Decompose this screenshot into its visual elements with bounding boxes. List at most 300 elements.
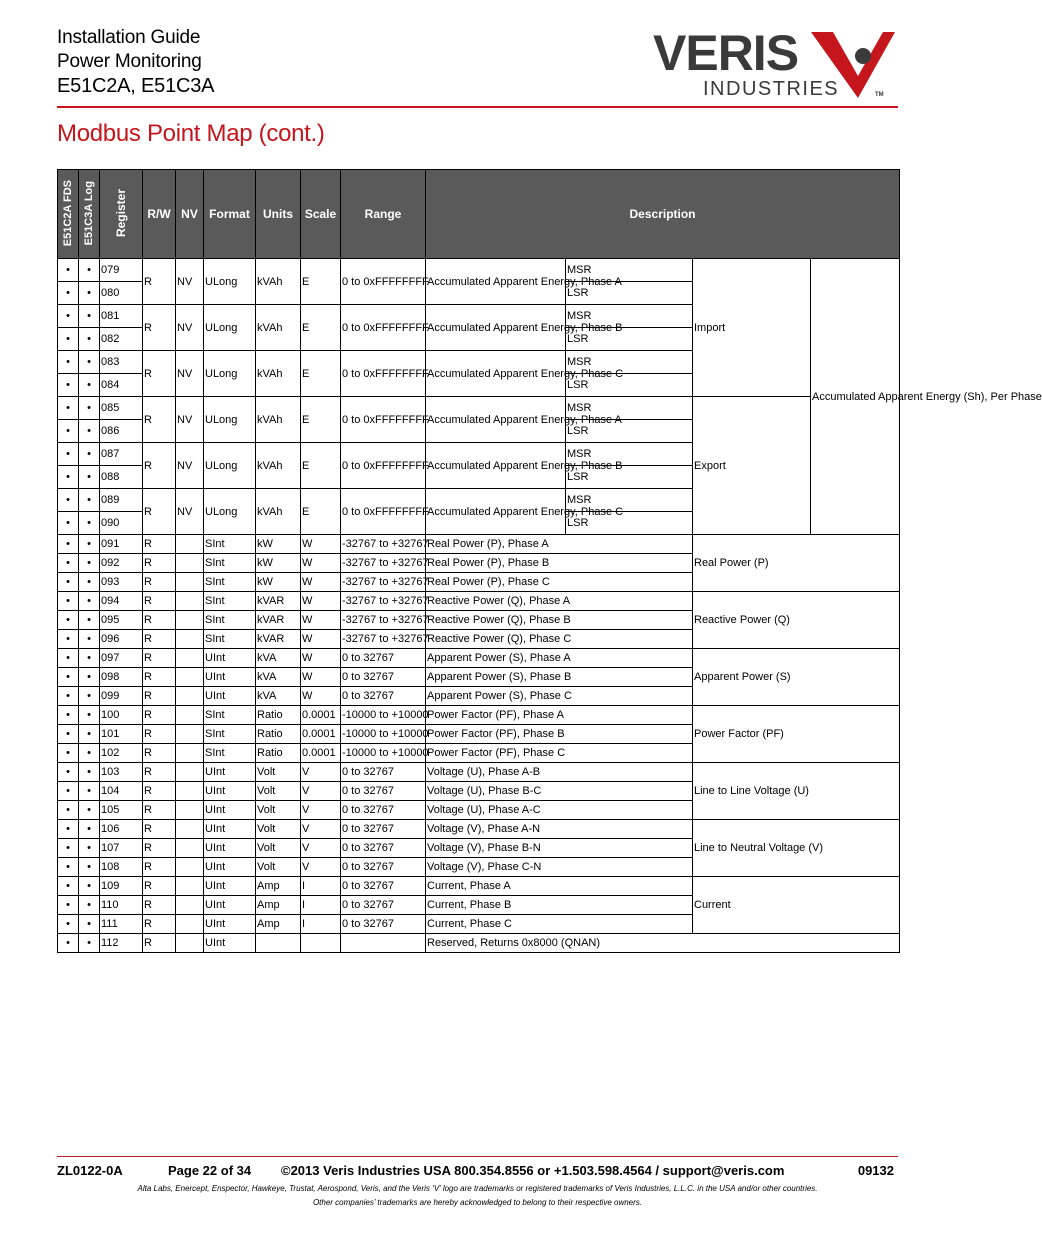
range-cell: 0 to 32767 xyxy=(341,820,426,839)
nv-cell xyxy=(176,839,204,858)
nv-cell xyxy=(176,573,204,592)
table-row xyxy=(58,934,900,953)
doc-type: Installation Guide xyxy=(57,27,201,48)
nv-cell: NV xyxy=(176,259,204,305)
format-cell: UInt xyxy=(204,763,256,782)
nv-cell xyxy=(176,535,204,554)
nv-cell xyxy=(176,744,204,763)
log-bullet: • xyxy=(79,328,100,351)
format-cell: UInt xyxy=(204,915,256,934)
scale-cell: E xyxy=(301,489,341,535)
range-cell: 0 to 32767 xyxy=(341,839,426,858)
register-cell: 080 xyxy=(100,282,143,305)
format-cell: SInt xyxy=(204,573,256,592)
fds-bullet: • xyxy=(58,592,79,611)
group-label: Line to Neutral Voltage (V) xyxy=(693,820,900,877)
table-row xyxy=(58,877,900,896)
rw-cell: R xyxy=(143,839,176,858)
range-cell xyxy=(341,934,426,953)
nv-cell xyxy=(176,725,204,744)
log-bullet: • xyxy=(79,554,100,573)
register-cell: 111 xyxy=(100,915,143,934)
units-cell: Amp xyxy=(256,877,301,896)
format-cell: UInt xyxy=(204,896,256,915)
rw-cell: R xyxy=(143,630,176,649)
range-cell: 0 to 32767 xyxy=(341,763,426,782)
logo-tm: TM xyxy=(875,92,884,98)
fds-bullet: • xyxy=(58,668,79,687)
description-cell: Current, Phase A xyxy=(426,877,693,896)
scale-cell: I xyxy=(301,915,341,934)
nv-cell xyxy=(176,934,204,953)
range-cell: 0 to 32767 xyxy=(341,877,426,896)
description-cell: Reactive Power (Q), Phase C xyxy=(426,630,693,649)
description-cell: Voltage (V), Phase A-N xyxy=(426,820,693,839)
rw-cell: R xyxy=(143,592,176,611)
scale-cell: E xyxy=(301,351,341,397)
rw-cell: R xyxy=(143,782,176,801)
register-cell: 108 xyxy=(100,858,143,877)
log-bullet: • xyxy=(79,782,100,801)
range-cell: 0 to 32767 xyxy=(341,801,426,820)
register-cell: 107 xyxy=(100,839,143,858)
units-cell: kVA xyxy=(256,687,301,706)
trademark-notice: Alta Labs, Enercept, Enspector, Hawkeye, Trustat, Aerospond, Veris, and the Veris ‘V’ logo are trademarks or registered trademarks of Veris Industries, L.L.C. in the USA and/or other countries. xyxy=(137,1184,818,1193)
nv-cell xyxy=(176,554,204,573)
nv-cell xyxy=(176,630,204,649)
logo-subtitle: INDUSTRIES xyxy=(703,78,840,100)
range-cell: -32767 to +32767 xyxy=(341,611,426,630)
scale-cell: E xyxy=(301,397,341,443)
fds-bullet: • xyxy=(58,820,79,839)
rw-cell: R xyxy=(143,877,176,896)
log-bullet: • xyxy=(79,839,100,858)
scale-cell: W xyxy=(301,554,341,573)
description-cell: Accumulated Apparent Energy, Phase C xyxy=(426,351,566,397)
description-cell: Reserved, Returns 0x8000 (QNAN) xyxy=(426,934,900,953)
table-row xyxy=(58,649,900,668)
format-cell: ULong xyxy=(204,351,256,397)
range-cell: 0 to 0xFFFFFFFF xyxy=(341,489,426,535)
doc-id: ZL0122-0A xyxy=(57,1163,123,1178)
description-cell: Power Factor (PF), Phase B xyxy=(426,725,693,744)
description-cell: Apparent Power (S), Phase A xyxy=(426,649,693,668)
register-cell: 090 xyxy=(100,512,143,535)
range-cell: -32767 to +32767 xyxy=(341,554,426,573)
units-cell: kVAR xyxy=(256,630,301,649)
veris-logo xyxy=(653,26,898,98)
register-cell: 086 xyxy=(100,420,143,443)
range-cell: -10000 to +10000 xyxy=(341,706,426,725)
log-bullet: • xyxy=(79,934,100,953)
range-cell: 0 to 0xFFFFFFFF xyxy=(341,443,426,489)
energy-group-label: Accumulated Apparent Energy (Sh), Per Phase xyxy=(811,259,900,535)
fds-bullet: • xyxy=(58,725,79,744)
scale-cell: 0.0001 xyxy=(301,706,341,725)
range-cell: 0 to 32767 xyxy=(341,687,426,706)
log-bullet: • xyxy=(79,351,100,374)
scale-cell: E xyxy=(301,259,341,305)
register-cell: 098 xyxy=(100,668,143,687)
nv-cell xyxy=(176,763,204,782)
range-cell: -32767 to +32767 xyxy=(341,592,426,611)
fds-bullet: • xyxy=(58,934,79,953)
fds-bullet: • xyxy=(58,839,79,858)
nv-cell xyxy=(176,687,204,706)
rw-cell: R xyxy=(143,489,176,535)
footer-rule xyxy=(57,1156,898,1157)
scale-cell: W xyxy=(301,535,341,554)
format-cell: UInt xyxy=(204,858,256,877)
units-cell: Volt xyxy=(256,820,301,839)
scale-cell: W xyxy=(301,668,341,687)
log-bullet: • xyxy=(79,374,100,397)
fds-bullet: • xyxy=(58,282,79,305)
table-row xyxy=(58,763,900,782)
log-bullet: • xyxy=(79,630,100,649)
register-cell: 105 xyxy=(100,801,143,820)
description-cell: Real Power (P), Phase B xyxy=(426,554,693,573)
trademark-notice-2: Other companies’ trademarks are hereby acknowledged to belong to their respective owners. xyxy=(312,1198,643,1207)
units-cell: kVAR xyxy=(256,592,301,611)
log-bullet: • xyxy=(79,801,100,820)
table-row xyxy=(58,820,900,839)
range-cell: 0 to 32767 xyxy=(341,782,426,801)
fds-bullet: • xyxy=(58,915,79,934)
export-label: Export xyxy=(693,397,811,535)
format-cell: ULong xyxy=(204,443,256,489)
fds-bullet: • xyxy=(58,687,79,706)
description-cell: Accumulated Apparent Energy, Phase A xyxy=(426,259,566,305)
group-label: Apparent Power (S) xyxy=(693,649,900,706)
nv-cell xyxy=(176,668,204,687)
units-cell: Volt xyxy=(256,801,301,820)
register-cell: 093 xyxy=(100,573,143,592)
scale-cell: E xyxy=(301,443,341,489)
register-cell: 106 xyxy=(100,820,143,839)
col-header-units: Units xyxy=(256,170,301,259)
table-row xyxy=(58,592,900,611)
col-header-range: Range xyxy=(341,170,426,259)
rw-cell: R xyxy=(143,305,176,351)
log-bullet: • xyxy=(79,706,100,725)
rw-cell: R xyxy=(143,858,176,877)
range-cell: -10000 to +10000 xyxy=(341,744,426,763)
scale-cell: E xyxy=(301,305,341,351)
units-cell: kVA xyxy=(256,668,301,687)
nv-cell xyxy=(176,649,204,668)
log-bullet: • xyxy=(79,573,100,592)
fds-bullet: • xyxy=(58,877,79,896)
log-bullet: • xyxy=(79,668,100,687)
units-cell: kVAR xyxy=(256,611,301,630)
units-cell: kW xyxy=(256,535,301,554)
description-cell: Power Factor (PF), Phase C xyxy=(426,744,693,763)
log-bullet: • xyxy=(79,259,100,282)
format-cell: UInt xyxy=(204,782,256,801)
units-cell: Amp xyxy=(256,896,301,915)
fds-bullet: • xyxy=(58,351,79,374)
log-bullet: • xyxy=(79,282,100,305)
format-cell: UInt xyxy=(204,934,256,953)
scale-cell: W xyxy=(301,573,341,592)
format-cell: SInt xyxy=(204,611,256,630)
range-cell: -10000 to +10000 xyxy=(341,725,426,744)
scale-cell: 0.0001 xyxy=(301,744,341,763)
rw-cell: R xyxy=(143,351,176,397)
range-cell: 0 to 0xFFFFFFFF xyxy=(341,259,426,305)
rw-cell: R xyxy=(143,649,176,668)
units-cell: kVAh xyxy=(256,305,301,351)
lsr-cell: LSR xyxy=(566,328,693,351)
format-cell: SInt xyxy=(204,706,256,725)
description-cell: Reactive Power (Q), Phase B xyxy=(426,611,693,630)
register-cell: 094 xyxy=(100,592,143,611)
range-cell: 0 to 0xFFFFFFFF xyxy=(341,351,426,397)
rw-cell: R xyxy=(143,896,176,915)
range-cell: -32767 to +32767 xyxy=(341,573,426,592)
col-header-register: Register xyxy=(100,170,143,259)
table-row xyxy=(58,397,900,420)
register-cell: 092 xyxy=(100,554,143,573)
register-cell: 097 xyxy=(100,649,143,668)
register-cell: 082 xyxy=(100,328,143,351)
lsr-cell: LSR xyxy=(566,282,693,305)
model-numbers: E51C2A, E51C3A xyxy=(57,75,215,97)
rw-cell: R xyxy=(143,535,176,554)
register-cell: 109 xyxy=(100,877,143,896)
scale-cell: V xyxy=(301,801,341,820)
header-rule xyxy=(57,106,898,108)
description-cell: Voltage (V), Phase B-N xyxy=(426,839,693,858)
units-cell: kW xyxy=(256,573,301,592)
nv-cell xyxy=(176,896,204,915)
lsr-cell: LSR xyxy=(566,512,693,535)
description-cell: Accumulated Apparent Energy, Phase C xyxy=(426,489,566,535)
units-cell: kVAh xyxy=(256,259,301,305)
register-cell: 084 xyxy=(100,374,143,397)
logo-dot-icon xyxy=(855,48,871,64)
fds-bullet: • xyxy=(58,374,79,397)
rw-cell: R xyxy=(143,668,176,687)
units-cell: kW xyxy=(256,554,301,573)
nv-cell xyxy=(176,706,204,725)
col-header-format: Format xyxy=(204,170,256,259)
doc-code: 09132 xyxy=(857,1163,894,1178)
description-cell: Real Power (P), Phase A xyxy=(426,535,693,554)
fds-bullet: • xyxy=(58,443,79,466)
nv-cell xyxy=(176,858,204,877)
register-cell: 100 xyxy=(100,706,143,725)
table-row xyxy=(58,535,900,554)
log-bullet: • xyxy=(79,915,100,934)
units-cell: Ratio xyxy=(256,706,301,725)
log-bullet: • xyxy=(79,763,100,782)
rw-cell: R xyxy=(143,801,176,820)
register-cell: 081 xyxy=(100,305,143,328)
format-cell: ULong xyxy=(204,259,256,305)
modbus-point-map-table xyxy=(57,169,1042,953)
fds-bullet: • xyxy=(58,466,79,489)
lsr-cell: LSR xyxy=(566,466,693,489)
register-cell: 099 xyxy=(100,687,143,706)
log-bullet: • xyxy=(79,305,100,328)
format-cell: UInt xyxy=(204,649,256,668)
log-bullet: • xyxy=(79,611,100,630)
log-bullet: • xyxy=(79,649,100,668)
description-cell: Current, Phase C xyxy=(426,915,693,934)
scale-cell: V xyxy=(301,858,341,877)
units-cell: Volt xyxy=(256,782,301,801)
nv-cell: NV xyxy=(176,397,204,443)
rw-cell: R xyxy=(143,820,176,839)
lsr-cell: LSR xyxy=(566,420,693,443)
description-cell: Voltage (U), Phase A-B xyxy=(426,763,693,782)
nv-cell xyxy=(176,820,204,839)
log-bullet: • xyxy=(79,687,100,706)
register-cell: 103 xyxy=(100,763,143,782)
nv-cell xyxy=(176,611,204,630)
fds-bullet: • xyxy=(58,305,79,328)
range-cell: 0 to 32767 xyxy=(341,915,426,934)
page-footer xyxy=(57,1163,898,1209)
log-bullet: • xyxy=(79,820,100,839)
group-label: Reactive Power (Q) xyxy=(693,592,900,649)
description-cell: Voltage (V), Phase C-N xyxy=(426,858,693,877)
fds-bullet: • xyxy=(58,706,79,725)
format-cell: UInt xyxy=(204,687,256,706)
log-bullet: • xyxy=(79,466,100,489)
units-cell: Ratio xyxy=(256,725,301,744)
scale-cell xyxy=(301,934,341,953)
fds-bullet: • xyxy=(58,328,79,351)
format-cell: SInt xyxy=(204,630,256,649)
description-cell: Voltage (U), Phase A-C xyxy=(426,801,693,820)
register-cell: 091 xyxy=(100,535,143,554)
table-header-row xyxy=(58,170,900,259)
description-cell: Accumulated Apparent Energy, Phase B xyxy=(426,443,566,489)
col-header-log: E51C3A Log xyxy=(79,170,100,259)
format-cell: UInt xyxy=(204,668,256,687)
range-cell: 0 to 0xFFFFFFFF xyxy=(341,397,426,443)
page-number: Page 22 of 34 xyxy=(168,1163,252,1178)
units-cell: Volt xyxy=(256,839,301,858)
format-cell: UInt xyxy=(204,839,256,858)
fds-bullet: • xyxy=(58,512,79,535)
log-bullet: • xyxy=(79,896,100,915)
rw-cell: R xyxy=(143,763,176,782)
logo-word: VERIS xyxy=(653,25,799,81)
format-cell: UInt xyxy=(204,801,256,820)
fds-bullet: • xyxy=(58,649,79,668)
copyright-contact: ©2013 Veris Industries USA 800.354.8556 or +1.503.598.4564 / support@veris.com xyxy=(281,1163,785,1178)
nv-cell xyxy=(176,877,204,896)
format-cell: ULong xyxy=(204,489,256,535)
col-header-fds: E51C2A FDS xyxy=(58,170,79,259)
description-cell: Real Power (P), Phase C xyxy=(426,573,693,592)
scale-cell: V xyxy=(301,782,341,801)
rw-cell: R xyxy=(143,915,176,934)
table-row xyxy=(58,259,900,282)
rw-cell: R xyxy=(143,397,176,443)
group-label: Power Factor (PF) xyxy=(693,706,900,763)
page-header xyxy=(57,26,898,106)
log-bullet: • xyxy=(79,877,100,896)
msr-cell: MSR xyxy=(566,259,693,282)
units-cell: Ratio xyxy=(256,744,301,763)
scale-cell: 0.0001 xyxy=(301,725,341,744)
format-cell: SInt xyxy=(204,744,256,763)
range-cell: 0 to 32767 xyxy=(341,858,426,877)
register-cell: 110 xyxy=(100,896,143,915)
rw-cell: R xyxy=(143,934,176,953)
units-cell: kVAh xyxy=(256,351,301,397)
fds-bullet: • xyxy=(58,763,79,782)
log-bullet: • xyxy=(79,535,100,554)
units-cell: kVA xyxy=(256,649,301,668)
format-cell: SInt xyxy=(204,725,256,744)
scale-cell: W xyxy=(301,649,341,668)
units-cell: Amp xyxy=(256,915,301,934)
range-cell: 0 to 32767 xyxy=(341,896,426,915)
description-cell: Power Factor (PF), Phase A xyxy=(426,706,693,725)
group-label: Real Power (P) xyxy=(693,535,900,592)
register-cell: 088 xyxy=(100,466,143,489)
scale-cell: V xyxy=(301,820,341,839)
register-cell: 089 xyxy=(100,489,143,512)
nv-cell: NV xyxy=(176,443,204,489)
msr-cell: MSR xyxy=(566,351,693,374)
log-bullet: • xyxy=(79,744,100,763)
units-cell: Volt xyxy=(256,858,301,877)
register-cell: 096 xyxy=(100,630,143,649)
scale-cell: V xyxy=(301,763,341,782)
units-cell: kVAh xyxy=(256,489,301,535)
format-cell: SInt xyxy=(204,535,256,554)
description-cell: Apparent Power (S), Phase B xyxy=(426,668,693,687)
description-cell: Accumulated Apparent Energy, Phase B xyxy=(426,305,566,351)
log-bullet: • xyxy=(79,725,100,744)
units-cell: kVAh xyxy=(256,397,301,443)
log-bullet: • xyxy=(79,489,100,512)
format-cell: ULong xyxy=(204,305,256,351)
register-cell: 101 xyxy=(100,725,143,744)
log-bullet: • xyxy=(79,420,100,443)
nv-cell xyxy=(176,801,204,820)
fds-bullet: • xyxy=(58,259,79,282)
section-title: Modbus Point Map (cont.) xyxy=(57,120,325,147)
register-cell: 104 xyxy=(100,782,143,801)
rw-cell: R xyxy=(143,554,176,573)
fds-bullet: • xyxy=(58,397,79,420)
range-cell: 0 to 0xFFFFFFFF xyxy=(341,305,426,351)
scale-cell: I xyxy=(301,896,341,915)
log-bullet: • xyxy=(79,858,100,877)
range-cell: -32767 to +32767 xyxy=(341,535,426,554)
units-cell: kVAh xyxy=(256,443,301,489)
scale-cell: W xyxy=(301,611,341,630)
table-row xyxy=(58,706,900,725)
register-cell: 095 xyxy=(100,611,143,630)
fds-bullet: • xyxy=(58,420,79,443)
msr-cell: MSR xyxy=(566,305,693,328)
units-cell: Volt xyxy=(256,763,301,782)
rw-cell: R xyxy=(143,611,176,630)
register-cell: 083 xyxy=(100,351,143,374)
description-cell: Accumulated Apparent Energy, Phase A xyxy=(426,397,566,443)
scale-cell: I xyxy=(301,877,341,896)
group-label: Current xyxy=(693,877,900,934)
